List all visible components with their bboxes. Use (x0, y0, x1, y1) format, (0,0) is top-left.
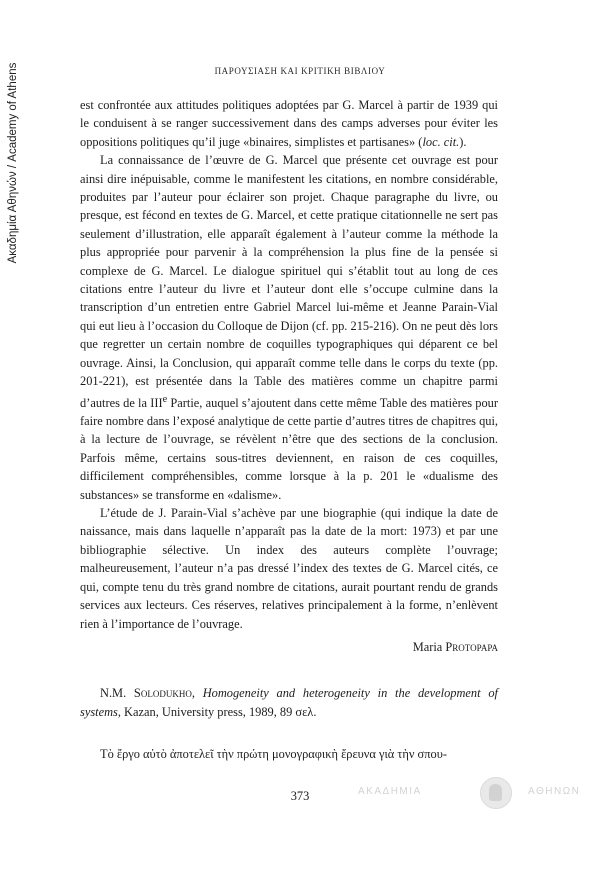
archive-side-label-text: Ακαδημία Αθηνών / Academy of Athens (7, 62, 19, 264)
review-publisher: , Kazan, University press, 1989, 89 σελ. (117, 704, 317, 719)
paragraph-2-text-a: La connaissance de l’œuvre de G. Marcel que présente cet ouvrage est pour ainsi dire inépuisable, comme le manifestent les citations, en nombre considérable, produites par l’auteur pour éclairer son projet. Chaque paragraphe du livre, ou presque, est fécond en textes de G. Marcel, et cette pratique citationnelle ne sert pas seulement d’illustration, elle apparaît également à l’auteur comme la méthode la plus appropriée pour parvenir à la compréhension la plus fine de la pensée si complexe de G. Marcel. Le dialogue spirituel qui s’établit tout au long de ces citations entre l’auteur du livre et l’auteur dont elle s’occupe culmine dans la transcription d’un entretien entre Gabriel Marcel lui-même et Jeanne Parain-Vial qui eut lieu à l’occasion du Colloque de Dijon (cf. pp. 215-216). On ne peut dès lors que regretter un certain nombre de coquilles typographiques qui déparent ce bel ouvrage. Ainsi, la Conclusion, qui apparaît comme telle dans le corps du texte (pp. 201-221), est présentée dans la Table des matières comme un chapitre parmi d’autres de la III (80, 153, 498, 410)
paragraph-3: L’étude de J. Parain-Vial s’achève par une biographie (qui indique la date de naissance, mais dans laquelle n’apparaît pas la date de la mort: 1973) et par une bibliographie sélective. Un index des auteurs complète l’ouvrage; malheureusement, l’auteur n’a pas dressé l’index des textes de G. Marcel cités, ce qui, compte tenu du très grand nombre de citations, aurait pourtant rendu de grands services aux lecteurs. Ces réserves, relatives principalement à la forme, n’enlèvent rien à l’importance de l’ouvrage. (80, 506, 498, 631)
paragraph-2-superscript: e (162, 393, 168, 405)
page-body (80, 96, 498, 764)
review-citation (80, 684, 498, 721)
paragraph-2 (80, 151, 498, 504)
paragraph-1-text: est confrontée aux attitudes politiques adoptées par G. Marcel à partir de 1939 qui le conduisent à se ranger successivement dans des camps adverses pour éviter les oppositions politiques qu’il juge «binaires, simplistes et partisanes» ( (80, 98, 498, 149)
page-number: 373 (290, 789, 310, 803)
paragraph-2-text-b: Partie, auquel s’ajoutent dans cette même Table des matières pour faire nombre dans l’exposé analytique de cette partie d’autres titres de chapitres qui, à la lecture de l’ouvrage, se révèlent n’être que des sections de la conclusion. Parfois même, certains sous-titres deviennent, en raison de ces coquilles, difficilement compréhensibles, comme lorsque à la p. 201 le «dualisme des substances» se transforme en «dalisme». (80, 395, 498, 502)
paragraph-1-citation: loc. cit. (422, 134, 460, 149)
watermark-left: ΑΚΑΔΗΜΙΑ (358, 786, 422, 797)
review-author: N.M. Solodukho (100, 686, 192, 701)
review-separator: , (191, 686, 203, 701)
academy-seal-icon (480, 777, 512, 809)
review-book-title: Homogeneity and heterogeneity in the development of systems (80, 686, 498, 719)
signature-first-name: Maria (412, 639, 446, 654)
watermark-right: ΑΘΗΝΩΝ (528, 786, 581, 797)
signature (80, 638, 498, 656)
running-header: ΠΑΡΟΥΣΙΑΣΗ ΚΑΙ ΚΡΙΤΙΚΗ ΒΙΒΛΙΟΥ (214, 66, 386, 76)
signature-last-name: Protopapa (445, 639, 498, 654)
paragraph-1 (80, 96, 498, 151)
paragraph-1-end: ). (459, 134, 467, 149)
greek-paragraph: Τὸ ἔργο αὐτὸ ἀποτελεῖ τὴν πρώτη μονογραφικὴ ἔρευνα γιὰ τὴν σπου- (100, 747, 447, 762)
